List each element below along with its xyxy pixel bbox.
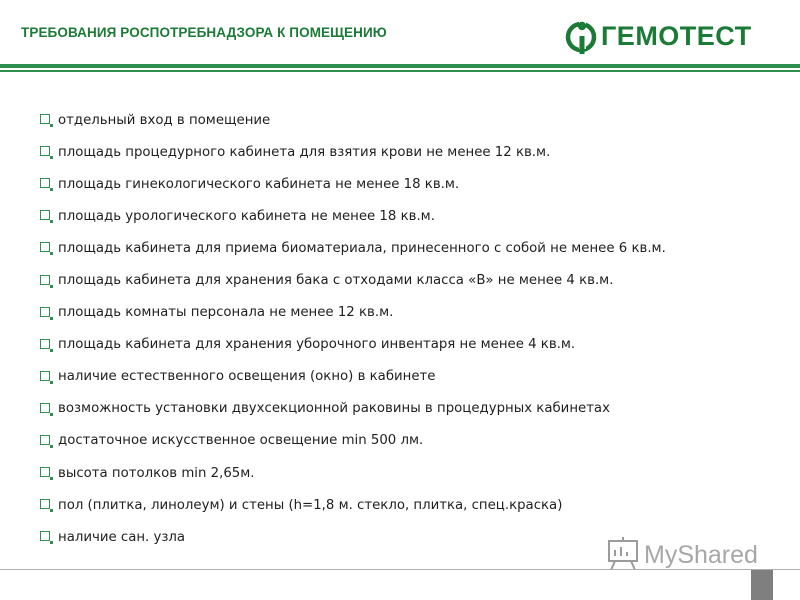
- list-item: [40, 457, 666, 489]
- checkbox-bullet-icon: [40, 275, 50, 285]
- list-item-text: наличие сан. узла: [58, 529, 186, 545]
- header-divider-thick: [0, 64, 800, 68]
- header-divider-thin: [0, 70, 800, 72]
- list-item-text: площадь кабинета для хранения бака с отходами класса «В» не менее 4 кв.м.: [58, 273, 614, 289]
- checkbox-bullet-icon: [40, 210, 50, 220]
- list-item: [40, 297, 666, 329]
- checkbox-bullet-icon: [40, 242, 50, 252]
- myshared-watermark: [606, 536, 766, 572]
- checkbox-bullet-icon: [40, 435, 50, 445]
- list-item: [40, 329, 666, 361]
- list-item: [40, 264, 666, 296]
- checkbox-bullet-icon: [40, 531, 50, 541]
- list-item: [40, 232, 666, 264]
- list-item-text: площадь кабинета для приема биоматериала, принесенного с собой не менее 6 кв.м.: [58, 240, 666, 256]
- list-item-text: площадь урологического кабинета не менее 18 кв.м.: [58, 208, 435, 224]
- list-item-text: площадь кабинета для хранения уборочного инвентаря не менее 4 кв.м.: [58, 337, 576, 353]
- footer-divider: [0, 569, 800, 570]
- slide-title: ТРЕБОВАНИЯ РОСПОТРЕБНАДЗОРА К ПОМЕЩЕНИЮ: [21, 25, 387, 40]
- presentation-board-icon: [609, 537, 637, 570]
- logo-text: ГЕМОТЕСТ: [601, 21, 752, 51]
- list-item: [40, 200, 666, 232]
- list-item-text: площадь комнаты персонала не менее 12 кв.м.: [58, 305, 394, 321]
- list-item-text: достаточное искусственное освещение min 500 лм.: [58, 433, 424, 449]
- checkbox-bullet-icon: [40, 467, 50, 477]
- footer-block: [751, 570, 773, 600]
- checkbox-bullet-icon: [40, 178, 50, 188]
- gemotest-logo-icon: [564, 16, 600, 56]
- list-item-text: пол (плитка, линолеум) и стены (h=1,8 м. стекло, плитка, спец.краска): [58, 497, 563, 513]
- list-item-text: площадь процедурного кабинета для взятия крови не менее 12 кв.м.: [58, 144, 551, 160]
- list-item-text: площадь гинекологического кабинета не менее 18 кв.м.: [58, 176, 460, 192]
- list-item-text: отдельный вход в помещение: [58, 112, 271, 128]
- watermark-text: MyShared: [644, 541, 758, 569]
- checkbox-bullet-icon: [40, 499, 50, 509]
- list-item-text: возможность установки двухсекционной раковины в процедурных кабинетах: [58, 401, 610, 417]
- checkbox-bullet-icon: [40, 339, 50, 349]
- list-item: [40, 521, 666, 553]
- gemotest-logo: [564, 16, 776, 56]
- list-item: [40, 425, 666, 457]
- list-item: [40, 361, 666, 393]
- list-item: [40, 104, 666, 136]
- list-item-text: высота потолков min 2,65м.: [58, 465, 255, 481]
- list-item: [40, 168, 666, 200]
- checkbox-bullet-icon: [40, 146, 50, 156]
- list-item-text: наличие естественного освещения (окно) в кабинете: [58, 369, 436, 385]
- requirements-list: [40, 104, 666, 553]
- list-item: [40, 489, 666, 521]
- checkbox-bullet-icon: [40, 114, 50, 124]
- list-item: [40, 393, 666, 425]
- checkbox-bullet-icon: [40, 371, 50, 381]
- checkbox-bullet-icon: [40, 403, 50, 413]
- list-item: [40, 136, 666, 168]
- checkbox-bullet-icon: [40, 307, 50, 317]
